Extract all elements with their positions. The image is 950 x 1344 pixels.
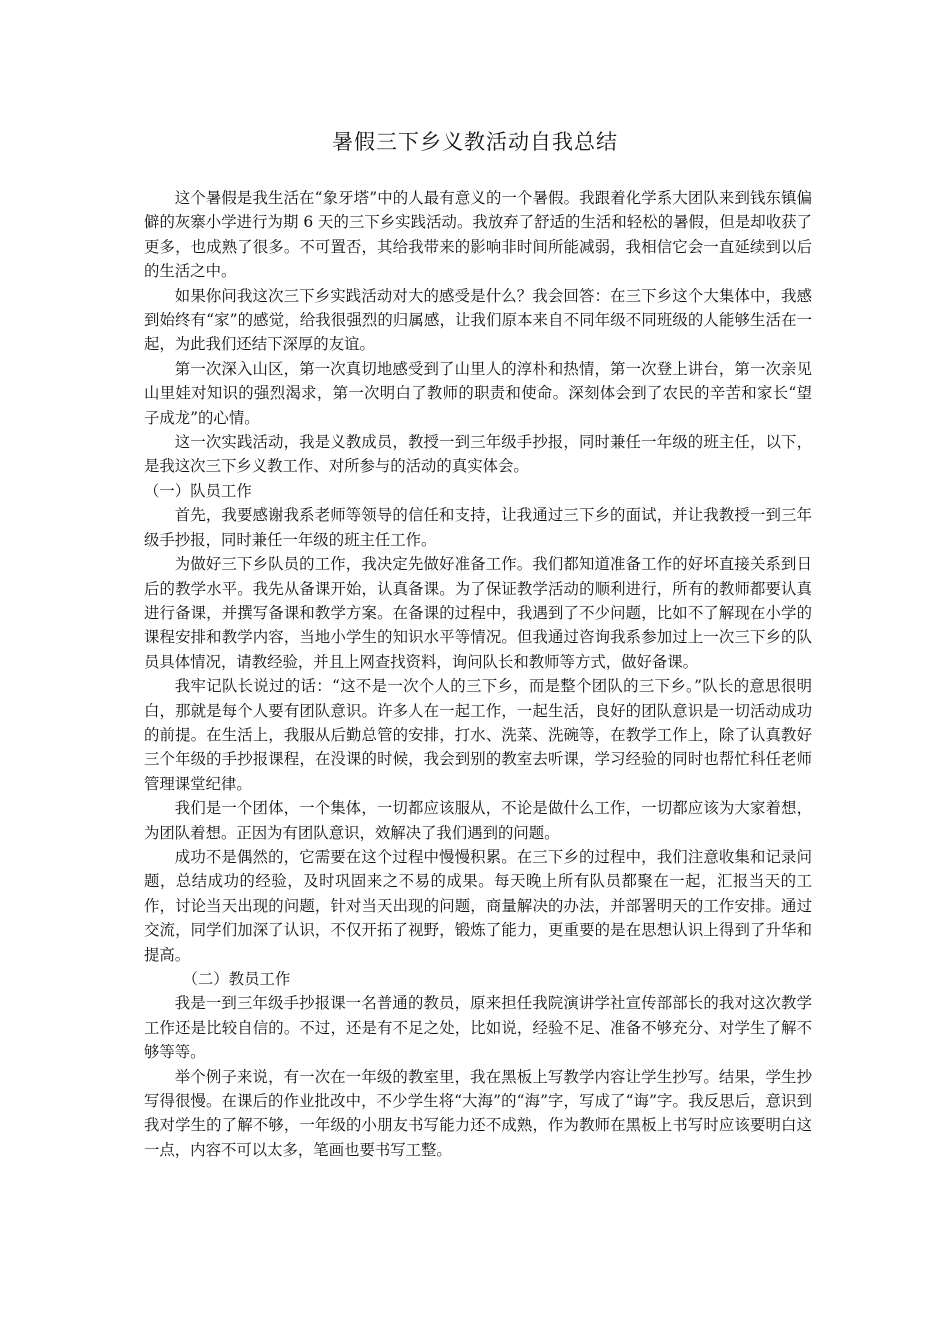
paragraph-collective: 我们是一个团体，一个集体，一切都应该服从，不论是做什么工作，一切都应该为大家着想，为团队着想。正因为有团队意识，效解决了我们遇到的问题。 [144,799,812,842]
paragraph-teacher: 我是一到三年级手抄报课一名普通的教员，原来担任我院演讲学社宣传部部长的我对这次教学工作还是比较自信的。不过，还是有不足之处，比如说，经验不足、准备不够充分、对学生了解不够等等。 [144,994,812,1062]
document-title: 暑假三下乡义教活动自我总结 [332,130,618,154]
paragraph-team-spirit: 我牢记队长说过的话：“这不是一次个人的三下乡，而是整个团队的三下乡。”队长的意思很明白，那就是每个人要有团队意识。许多人在一起工作，一起生活，良好的团队意识是一切活动成功的前提。在生活上，我服从后勤总管的安排，打水、洗菜、洗碗等，在教学工作上，除了认真教好三个年级的手抄报课程，在没课的时候，我会到别的教室去听课，学习经验的同时也帮忙科任老师管理课堂纪律。 [144,677,812,793]
paragraph-thanks: 首先，我要感谢我系老师等领导的信任和支持，让我通过三下乡的面试，并让我教授一到三年级手抄报，同时兼任一年级的班主任工作。 [144,506,812,549]
paragraph-role: 这一次实践活动，我是义教成员，教授一到三年级手抄报，同时兼任一年级的班主任，以下，是我这次三下乡义教工作、对所参与的活动的真实体会。 [144,433,812,476]
paragraph-intro: 这个暑假是我生活在“象牙塔”中的人最有意义的一个暑假。我跟着化学系大团队来到钱东镇偏僻的灰寨小学进行为期 6 天的三下乡实践活动。我放弃了舒适的生活和轻松的暑假，但是却收获了更多，也成熟了很多。不可置否，其给我带来的影响非时间所能减弱，我相信它会一直延续到以后的生活之中。 [144,189,812,281]
paragraph-feeling: 如果你问我这次三下乡实践活动对大的感受是什么？我会回答：在三下乡这个大集体中，我感到始终有“家”的感觉，给我很强烈的归属感，让我们原本来自不同年级不同班级的人能够生活在一起，为此我们还结下深厚的友谊。 [144,286,812,354]
document-body [144,186,812,1162]
paragraph-preparation: 为做好三下乡队员的工作，我决定先做好准备工作。我们都知道准备工作的好坏直接关系到日后的教学水平。我先从备课开始，认真备课。为了保证教学活动的顺利进行，所有的教师都要认真进行备课，并撰写备课和教学方案。在备课的过程中，我遇到了不少问题，比如不了解现在小学的课程安排和教学内容，当地小学生的知识水平等情况。但我通过咨询我系参加过上一次三下乡的队员具体情况，请教经验，并且上网查找资料，询问队长和教师等方式，做好备课。 [144,555,812,671]
paragraph-firsts: 第一次深入山区，第一次真切地感受到了山里人的淳朴和热情，第一次登上讲台，第一次亲见山里娃对知识的强烈渴求，第一次明白了教师的职责和使命。深刻体会到了农民的辛苦和家长“望子成龙”的心情。 [144,359,812,427]
paragraph-success: 成功不是偶然的，它需要在这个过程中慢慢积累。在三下乡的过程中，我们注意收集和记录问题，总结成功的经验，及时巩固来之不易的成果。每天晚上所有队员都聚在一起，汇报当天的工作，讨论当天出现的问题，针对当天出现的问题，商量解决的办法，并部署明天的工作安排。通过交流，同学们加深了认识，不仅开拓了视野，锻炼了能力，更重要的是在思想认识上得到了升华和提高。 [144,847,812,964]
paragraph-example: 举个例子来说，有一次在一年级的教室里，我在黑板上写教学内容让学生抄写。结果，学生抄写得很慢。在课后的作业批改中，不少学生将“大海”的“海”字，写成了“诲”字。我反思后，意识到我对学生的了解不够，一年级的小朋友书写能力还不成熟，作为教师在黑板上书写时应该要明白这一点，内容不可以太多，笔画也要书写工整。 [144,1067,812,1159]
section-heading-teacher-work: （二）教员工作 [182,970,291,988]
section-heading-team-work: （一）队员工作 [144,481,252,500]
